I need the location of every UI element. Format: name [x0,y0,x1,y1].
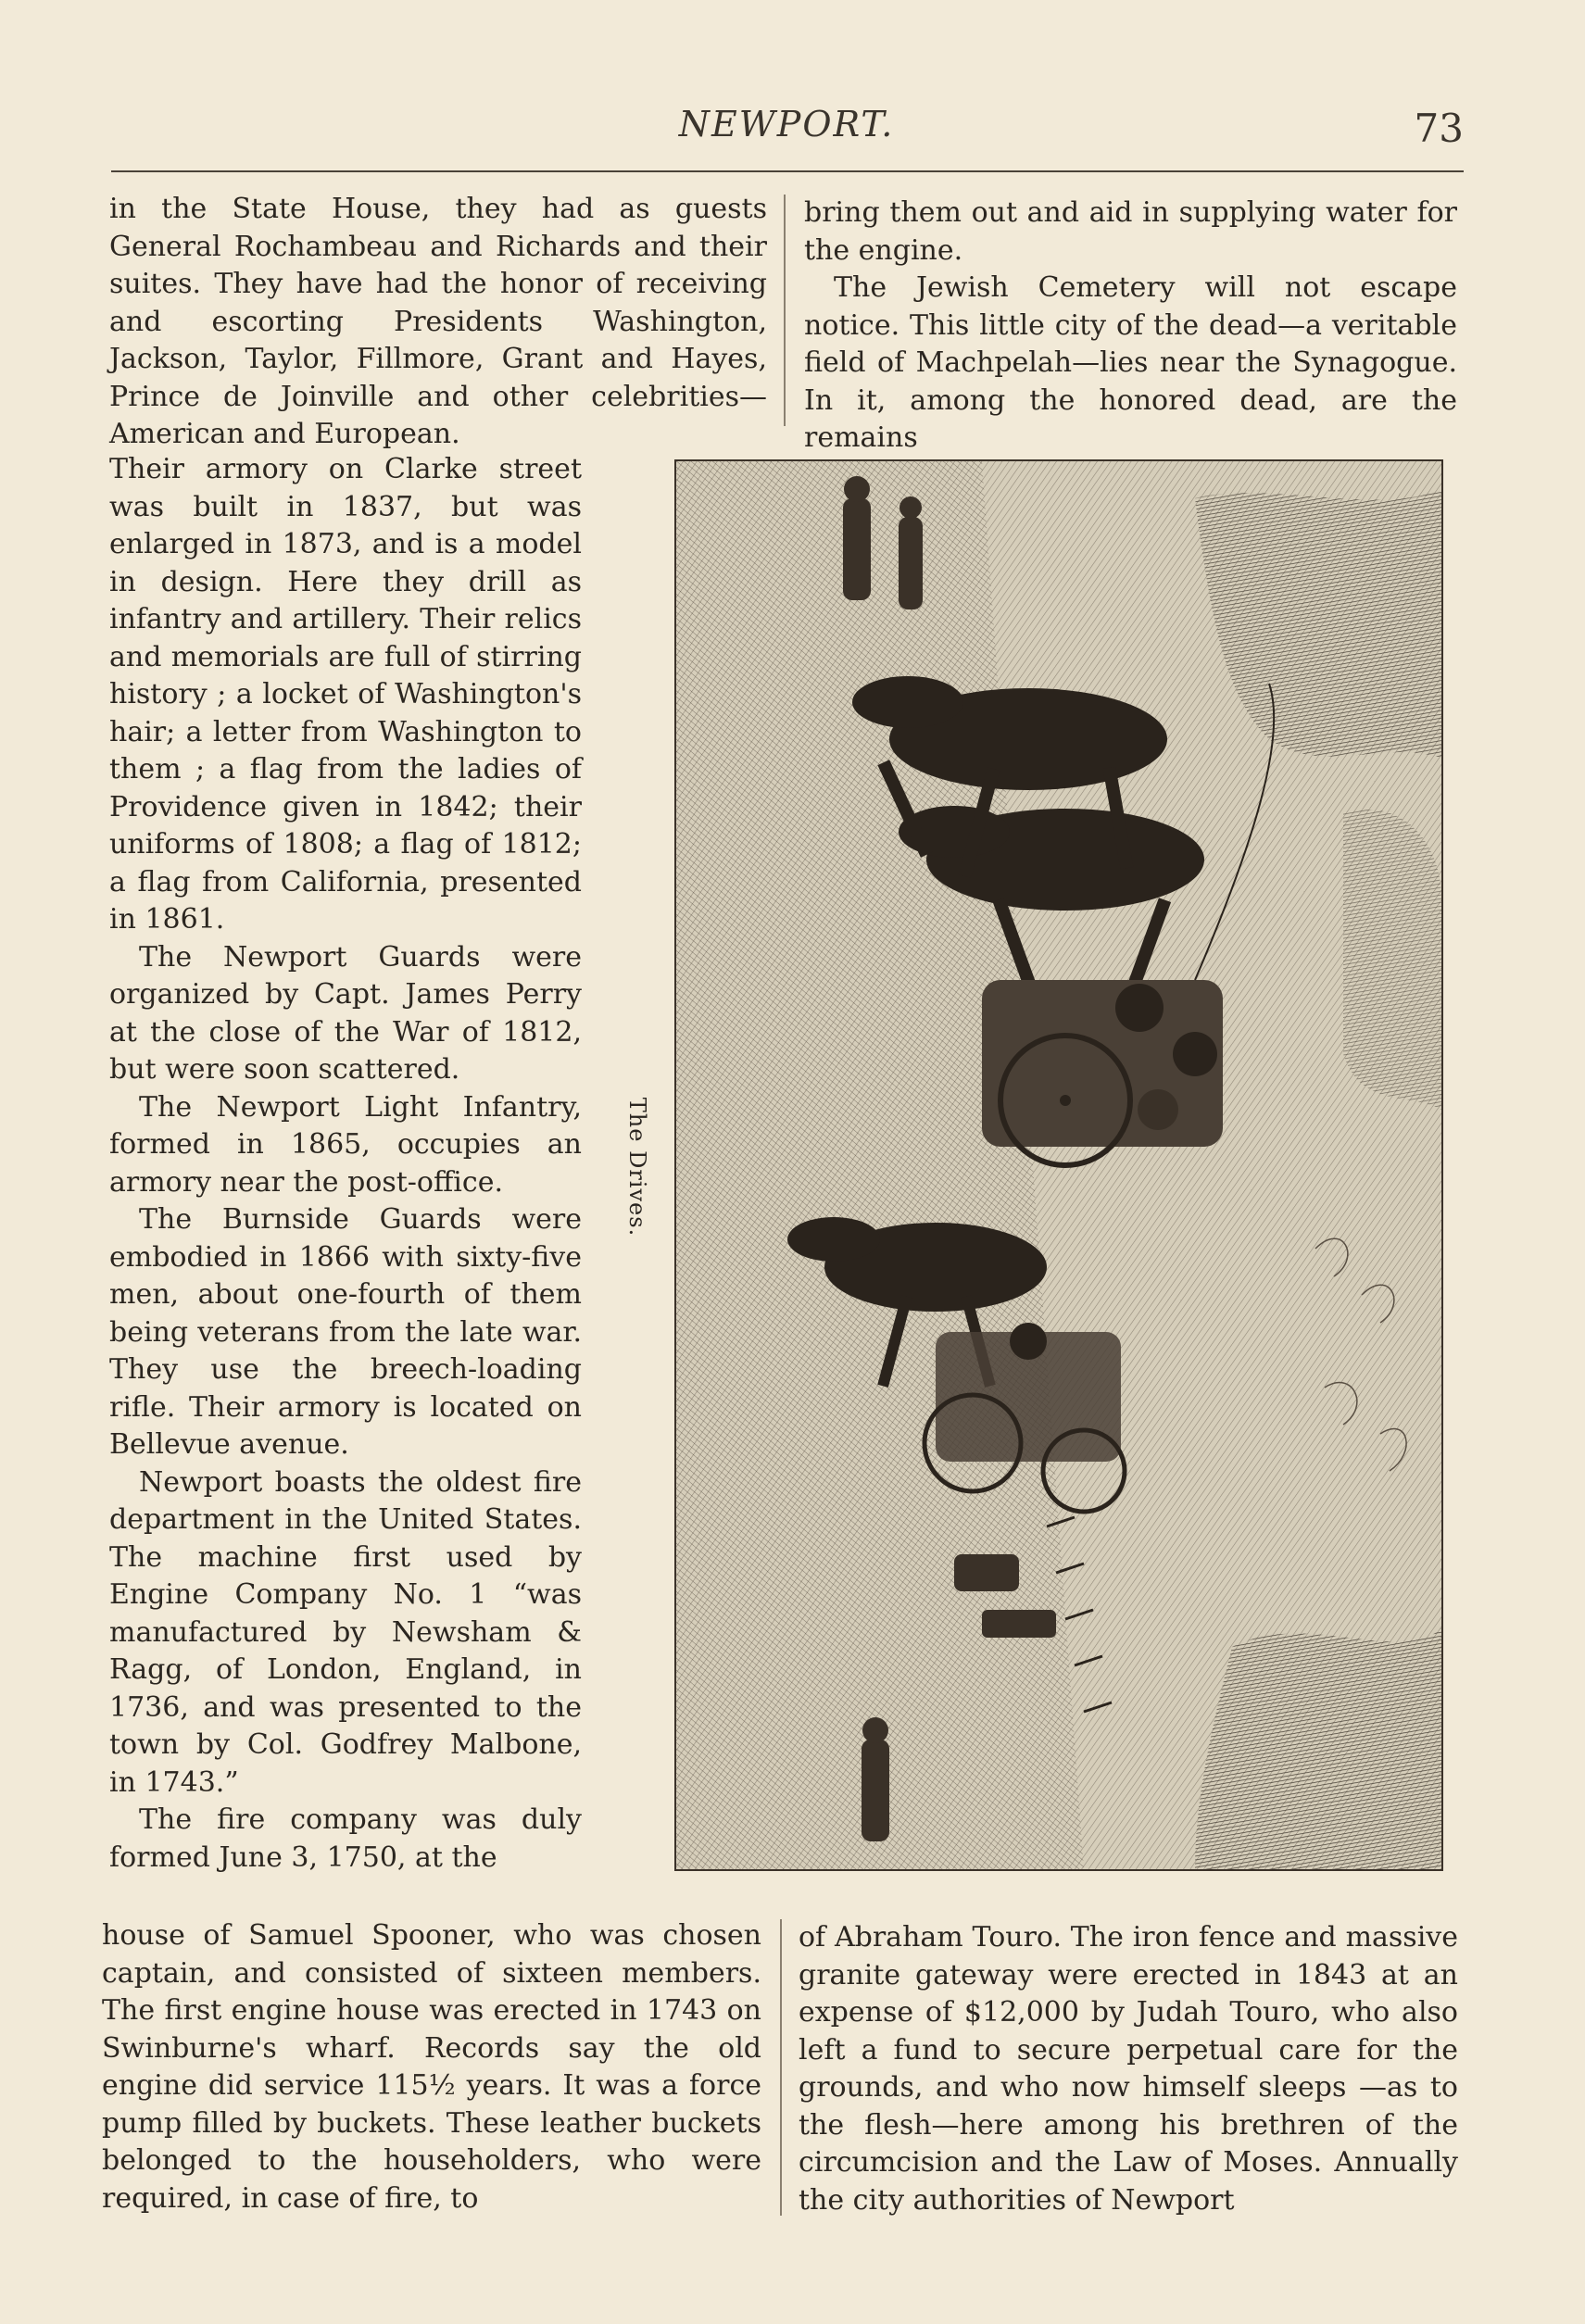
paragraph: bring them out and aid in supplying water for the engine. [804,196,1457,267]
paragraph: of Abraham Touro. The iron fence and massive granite gateway were erected in 1843 at an expense of $12,000 by Judah Touro, who also left a fund to secure perpetual care for the grounds, and who now himself sleeps —as to the flesh—here among his brethren of the circumcision and the Law of Moses. Annually the city authorities of Newport [799,1921,1458,2217]
caption-text: The Drives. [624,1097,650,1237]
left-column-top [109,191,767,454]
paragraph: house of Samuel Spooner, who was chosen captain, and consisted of sixteen members. The first engine house was erected in 1743 on Swinburne's wharf. Records say the old engine did service 115½ years. It was a force pump filled by buckets. These leather buckets belonged to the householders, who were required, in case of fire, to [102,1919,761,2215]
paragraph: The fire company was duly formed June 3, 1750, at the [109,1803,582,1874]
page-number: 73 [1414,106,1464,151]
paragraph: The Newport Light Infantry, formed in 1865, occupies an armory near the post-office. [109,1090,582,1199]
paragraph: The Burnside Guards were embodied in 1866 with sixty-five men, about one-fourth of them being veterans from the late war. They use the breech-loading rifle. Their armory is located on Bellevue avenue. [109,1203,582,1461]
paragraph: The Jewish Cemetery will not escape notice. This little city of the dead—a veritable field of Machpelah—lies near the Synagogue. In it, among the honored dead, are the remains [804,271,1457,454]
paragraph: Their armory on Clarke street was built in 1837, but was enlarged in 1873, and is a model in design. Here they drill as infantry and artillery. Their relics and memorials are full of stirring history ; a locket of Washington's hair; a letter from Washington to them ; a flag from the ladies of Providence given in 1842; their uniforms of 1808; a flag of 1812; a flag from California, presented in 1861. [109,453,582,936]
header-rule [111,170,1464,172]
paragraph: Newport boasts the oldest fire department in the United States. The machine first used by Engine Company No. 1 “was manufactured by Newsham & Ragg, of London, England, in 1736, and was presented to the town by Col. Godfrey Malbone, in 1743.” [109,1465,582,1799]
illustration-caption [619,1093,656,1241]
column-rule [784,195,786,426]
engraving-illustration [674,459,1443,1871]
column-rule [780,1919,782,2216]
running-title: NEWPORT. [678,104,895,144]
right-column-bottom [799,1919,1458,2219]
left-column-narrow [109,451,582,1877]
right-column-top [804,195,1457,458]
paragraph: in the State House, they had as guests General Rochambeau and Richards and their suites. They have had the honor of receiving and escorting Presidents Washington, Jackson, Taylor, Fillmore, Grant and Hayes, Prince de Joinville and other celebrities—American and European. [109,193,767,450]
paragraph: The Newport Guards were organized by Capt. James Perry at the close of the War of 1812, but were soon scattered. [109,940,582,1086]
left-column-bottom [102,1917,761,2217]
running-head [109,104,1464,163]
engraving-carriages-horses-icon [676,461,1441,1869]
